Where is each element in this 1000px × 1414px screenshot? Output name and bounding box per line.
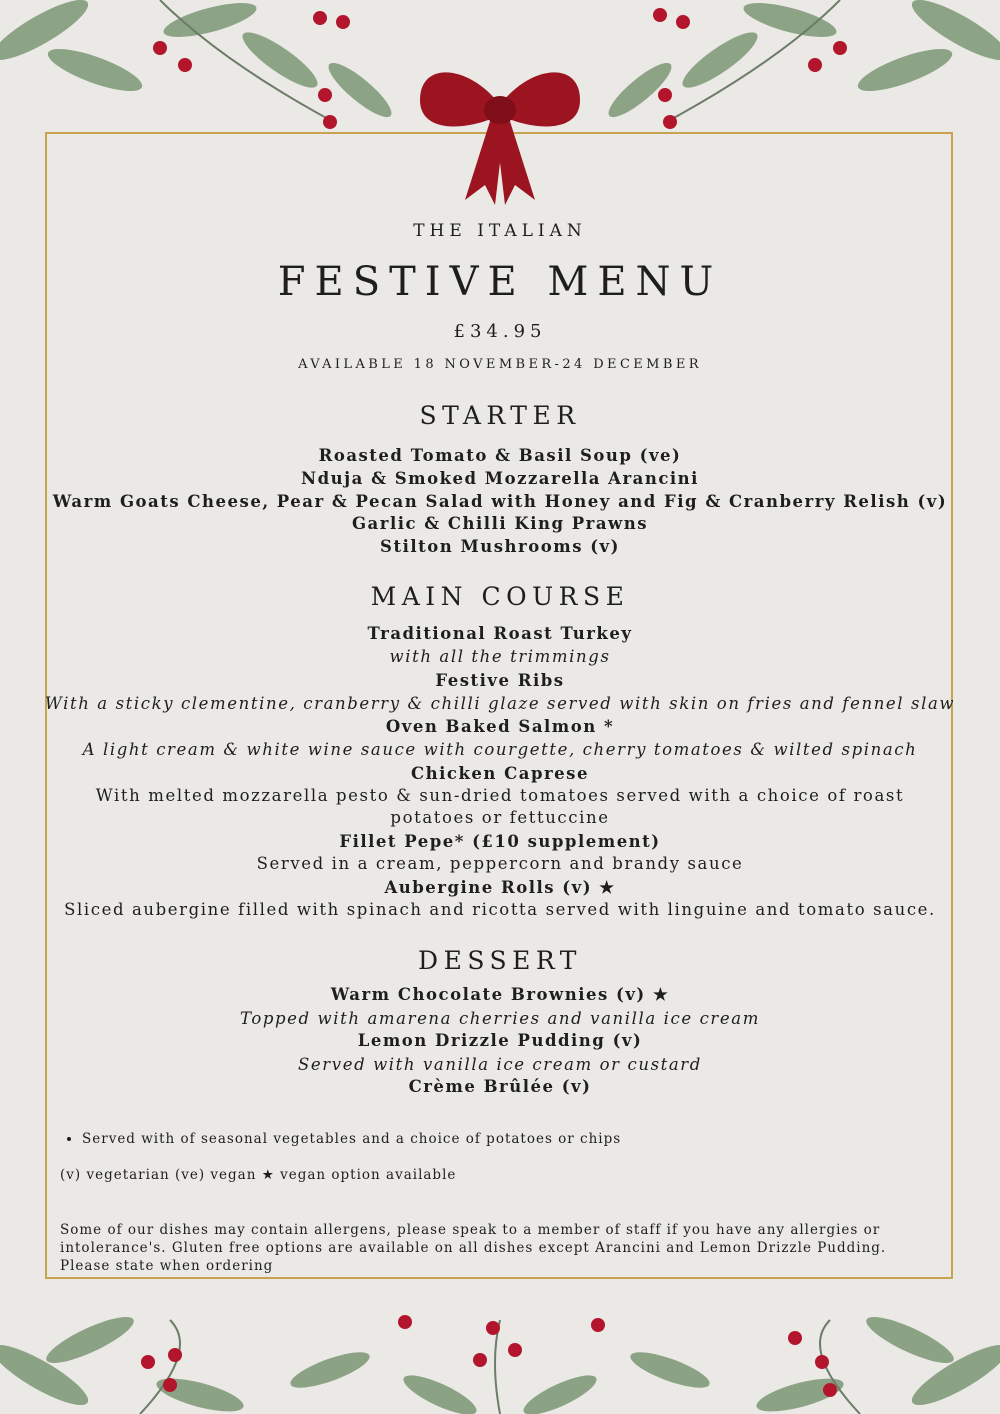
dish-name: Lemon Drizzle Pudding (v) xyxy=(357,1031,643,1050)
dish-name: Festive Ribs xyxy=(435,670,565,690)
allergen-line: Some of our dishes may contain allergens, please speak to a member of staff if you have any allergies or xyxy=(60,1222,881,1238)
dish-description: Sliced aubergine filled with spinach and ricotta served with linguine and tomato sauce. xyxy=(64,900,936,920)
dish-description: Topped with amarena cherries and vanilla ice cream xyxy=(240,1008,760,1028)
menu-price: £34.95 xyxy=(453,321,547,342)
section-heading-dessert: DESSERT xyxy=(418,946,582,975)
holly-leaves-bottom-icon xyxy=(0,1300,1000,1414)
dish-description: Served in a cream, peppercorn and brandy sauce xyxy=(256,854,744,874)
availability-dates: AVAILABLE 18 NOVEMBER-24 DECEMBER xyxy=(298,357,702,372)
allergen-line: Please state when ordering xyxy=(60,1258,274,1274)
dish-name: Aubergine Rolls (v) ★ xyxy=(384,877,616,897)
dish-description: With a sticky clementine, cranberry & chilli glaze served with skin on fries and fennel slaw xyxy=(44,693,956,713)
list-item: • Served with of seasonal vegetables and a choice of potatoes or chips xyxy=(82,1131,621,1147)
dish-name: Stilton Mushrooms (v) xyxy=(380,537,620,557)
dish-name: Garlic & Chilli King Prawns xyxy=(351,514,649,534)
dish-description: With melted mozzarella pesto & sun-dried tomatoes served with a choice of roast potatoes or fettuccine xyxy=(95,785,905,828)
dessert-list xyxy=(0,984,1000,1099)
dish-name: Crème Brûlée (v) xyxy=(408,1077,592,1096)
main-course-list xyxy=(0,622,1000,922)
section-heading-starter: STARTER xyxy=(419,401,581,430)
section-heading-main: MAIN COURSE xyxy=(370,582,630,611)
allergen-notice xyxy=(60,1221,920,1275)
dish-description: Served with vanilla ice cream or custard xyxy=(298,1054,702,1074)
dish-description: with all the trimmings xyxy=(389,647,611,667)
restaurant-name: THE ITALIAN xyxy=(413,221,587,241)
dish-name: Traditional Roast Turkey xyxy=(367,624,633,643)
red-bow-icon xyxy=(410,60,590,208)
dietary-key: (v) vegetarian (ve) vegan ★ vegan option available xyxy=(60,1167,457,1183)
dish-name: Fillet Pepe* (£10 supplement) xyxy=(339,831,661,851)
dish-name: Chicken Caprese xyxy=(411,763,589,783)
dish-description: A light cream & white wine sauce with courgette, cherry tomatoes & wilted spinach xyxy=(82,740,918,760)
page-title: FESTIVE MENU xyxy=(277,259,723,305)
dish-name: Oven Baked Salmon * xyxy=(385,717,615,736)
dish-name: Warm Goats Cheese, Pear & Pecan Salad with Honey and Fig & Cranberry Relish (v) xyxy=(52,491,948,511)
dish-name: Warm Chocolate Brownies (v) ★ xyxy=(330,985,670,1004)
allergen-line: intolerance's. Gluten free options are available on all dishes except Arancini and Lemon Drizzle Pudding. xyxy=(60,1240,887,1256)
notes-list xyxy=(60,1131,621,1147)
dish-name: Nduja & Smoked Mozzarella Arancini xyxy=(301,468,699,488)
dish-name: Roasted Tomato & Basil Soup (ve) xyxy=(318,446,682,465)
starter-list xyxy=(0,445,1000,559)
